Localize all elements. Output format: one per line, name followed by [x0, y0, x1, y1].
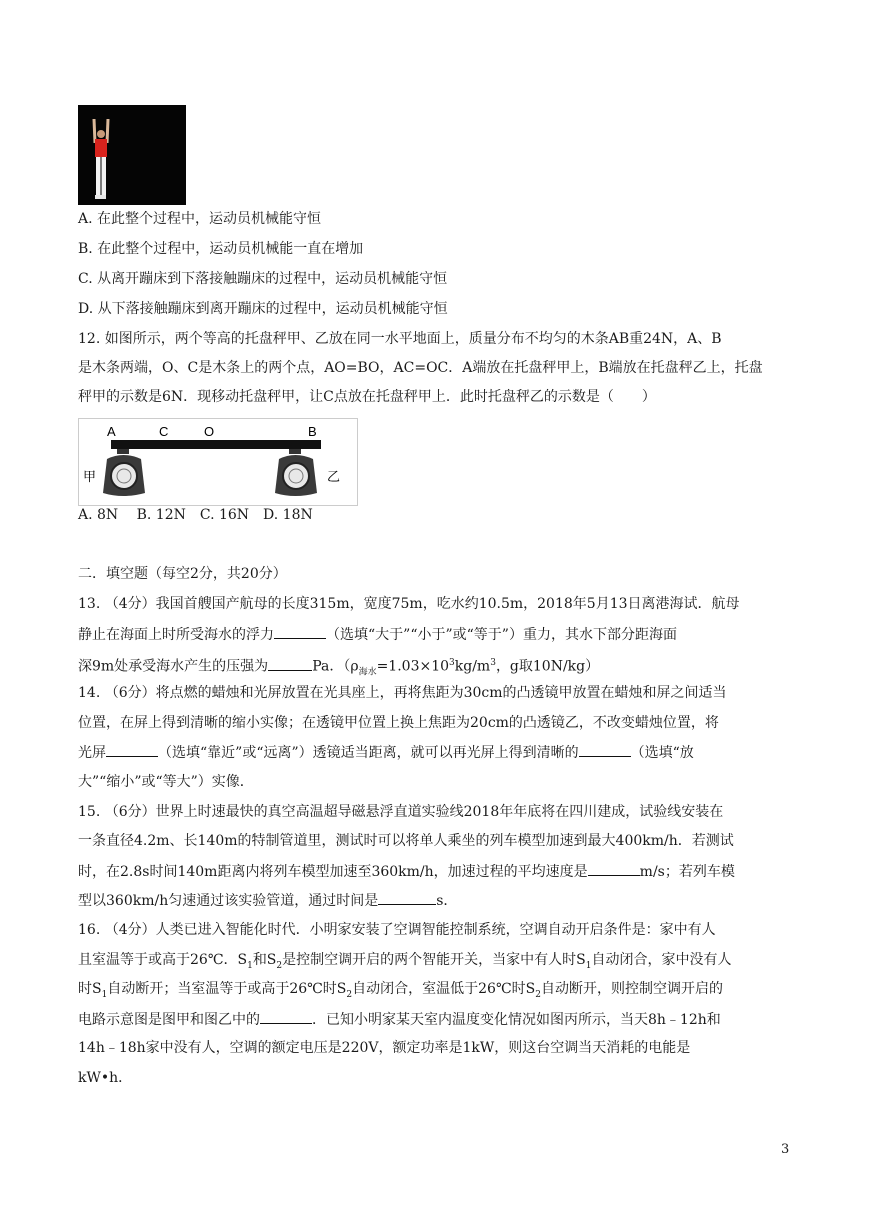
- q13-text: ，g取10N/kg）: [495, 658, 600, 675]
- q15-line-1: 15. （6分）世界上时速最快的真空高温超导磁悬浮直道实验线2018年年底将在四川建成，试验线安装在: [78, 804, 724, 820]
- label-a: A: [107, 424, 116, 439]
- q11-option-c: C. 从离开蹦床到下落接触蹦床的过程中，运动员机械能守恒: [78, 271, 448, 287]
- q16-text: 时S: [78, 981, 102, 997]
- rho-subscript: 海水: [358, 667, 377, 678]
- section-2-heading: 二．填空题（每空2分，共20分）: [78, 566, 287, 582]
- q14-line-1: 14. （6分）将点燃的蜡烛和光屏放置在光具座上，再将焦距为30cm的凸透镜甲放置在蜡烛和屏之间适当: [78, 685, 727, 701]
- q16-text: 自动断开，则控制空调开启的: [540, 981, 723, 997]
- subscript: 2: [276, 960, 283, 971]
- q12-options: A. 8N B. 12N C. 16N D. 18N: [78, 507, 313, 523]
- q13-text: kg/m: [454, 658, 491, 675]
- q15-line-3: [78, 861, 735, 882]
- q14-blank-2[interactable]: [579, 742, 631, 757]
- q16-text: 是控制空调开启的两个智能开关，当家中有人时S: [282, 952, 586, 968]
- q13-text: 深9m处承受海水产生的压强为: [78, 658, 269, 675]
- q16-text: 自动闭合，室温低于26℃时S: [352, 981, 536, 997]
- label-yi: 乙: [327, 470, 341, 485]
- q14-line-2: 位置，在屏上得到清晰的缩小实像；在透镜甲位置上换上焦距为20cm的凸透镜乙，不改变蜡烛位置，将: [78, 715, 719, 731]
- label-b: B: [308, 424, 317, 439]
- q14-text: （选填“放: [630, 745, 694, 761]
- q15-line-2: 一条直径4.2m、长140m的特制管道里，测试时可以将单人乘坐的列车模型加速到最大400km/h．若测试: [78, 833, 734, 849]
- q14-line-3: [78, 742, 694, 763]
- q15-text: s．: [436, 893, 458, 909]
- q11-option-d: D. 从下落接触蹦床到离开蹦床的过程中，运动员机械能守恒: [78, 301, 448, 317]
- q12-line-2: 是木条两端，O、C是木条上的两个点，AO=BO，AC=OC．A端放在托盘秤甲上，B端放在托盘秤乙上，托盘: [78, 360, 763, 376]
- label-jia: 甲: [83, 470, 97, 485]
- scale-jia: [103, 449, 145, 496]
- subscript: 2: [535, 989, 541, 1000]
- q14-text: 光屏: [78, 745, 106, 761]
- athlete-figure-icon: [78, 105, 186, 205]
- q13-text: 静止在海面上时所受海水的浮力: [78, 627, 274, 643]
- q13-line-1: 13. （4分）我国首艘国产航母的长度315m，宽度75m，吃水约10.5m，2018年5月13日离港海试．航母: [78, 596, 740, 612]
- q16-line-2: [78, 950, 731, 976]
- subscript: 1: [247, 960, 253, 971]
- athlete-photo: [78, 105, 186, 205]
- q13-blank-2[interactable]: [268, 656, 312, 671]
- q15-line-4: [78, 890, 457, 911]
- q14-line-4: 大”“缩小”或“等大”）实像．: [78, 774, 254, 790]
- q16-text: 自动断开；当室温等于或高于26℃时S: [107, 981, 347, 997]
- q16-text: 自动闭合，家中没有人: [591, 952, 732, 968]
- q13-line-3: [78, 653, 599, 682]
- q15-blank-1[interactable]: [588, 861, 640, 876]
- subscript: 2: [346, 989, 353, 1000]
- q16-line-4: [78, 1009, 721, 1030]
- q14-text: （选填“靠近”或“远离”）透镜适当距离，就可以再光屏上得到清晰的: [158, 745, 579, 761]
- q12-line-3: 秤甲的示数是6N．现移动托盘秤甲，让C点放在托盘秤甲上．此时托盘秤乙的示数是（ ）: [78, 389, 656, 405]
- subscript: 1: [101, 989, 108, 1000]
- q16-line-5: 14h﹣18h家中没有人，空调的额定电压是220V，额定功率是1kW，则这台空调当天消耗的电能是: [78, 1040, 691, 1056]
- q16-text: 电路示意图是图甲和图乙中的: [78, 1012, 260, 1028]
- q13-text: =1.03×10: [376, 658, 450, 675]
- q15-text: m/s；若列车模: [639, 864, 735, 880]
- q16-blank-1[interactable]: [260, 1009, 312, 1024]
- exponent: 3: [490, 658, 496, 668]
- exponent: 3: [449, 658, 455, 668]
- q16-line-6: kW•h．: [78, 1070, 133, 1086]
- q15-text: 时，在2.8s时间140m距离内将列车模型加速至360km/h，加速过程的平均速度是: [78, 864, 588, 880]
- q12-line-1: 12. 如图所示，两个等高的托盘秤甲、乙放在同一水平地面上，质量分布不均匀的木条AB重24N，A、B: [78, 331, 722, 347]
- q11-option-b: B. 在此整个过程中，运动员机械能一直在增加: [78, 241, 364, 257]
- q13-text: Pa．（ρ: [312, 658, 359, 675]
- q14-blank-1[interactable]: [106, 742, 158, 757]
- q15-text: 型以360km/h匀速通过该实验管道，通过时间是: [78, 893, 379, 909]
- scale-diagram-icon: [79, 419, 357, 505]
- q13-line-2: [78, 624, 677, 645]
- q16-text: ．已知小明家某天室内温度变化情况如图丙所示，当天8h﹣12h和: [312, 1012, 721, 1028]
- balance-scale-figure: [78, 418, 358, 506]
- q11-option-a: A. 在此整个过程中，运动员机械能守恒: [78, 211, 322, 227]
- q13-text: （选填“大于”“小于”或“等于”）重力，其水下部分距海面: [326, 627, 677, 643]
- q16-text: 和S: [252, 952, 277, 968]
- page-number: 3: [781, 1142, 790, 1157]
- label-o: O: [204, 424, 215, 439]
- q16-text: 且室温等于或高于26℃．S: [78, 952, 248, 968]
- q16-line-3: [78, 979, 723, 1005]
- q16-line-1: 16. （4分）人类已进入智能化时代．小明家安装了空调智能控制系统，空调自动开启条件是：家中有人: [78, 922, 716, 938]
- q13-blank-1[interactable]: [274, 624, 326, 639]
- scale-yi: [275, 449, 317, 496]
- q15-blank-2[interactable]: [378, 890, 436, 905]
- label-c: C: [159, 424, 169, 439]
- subscript: 1: [585, 960, 592, 971]
